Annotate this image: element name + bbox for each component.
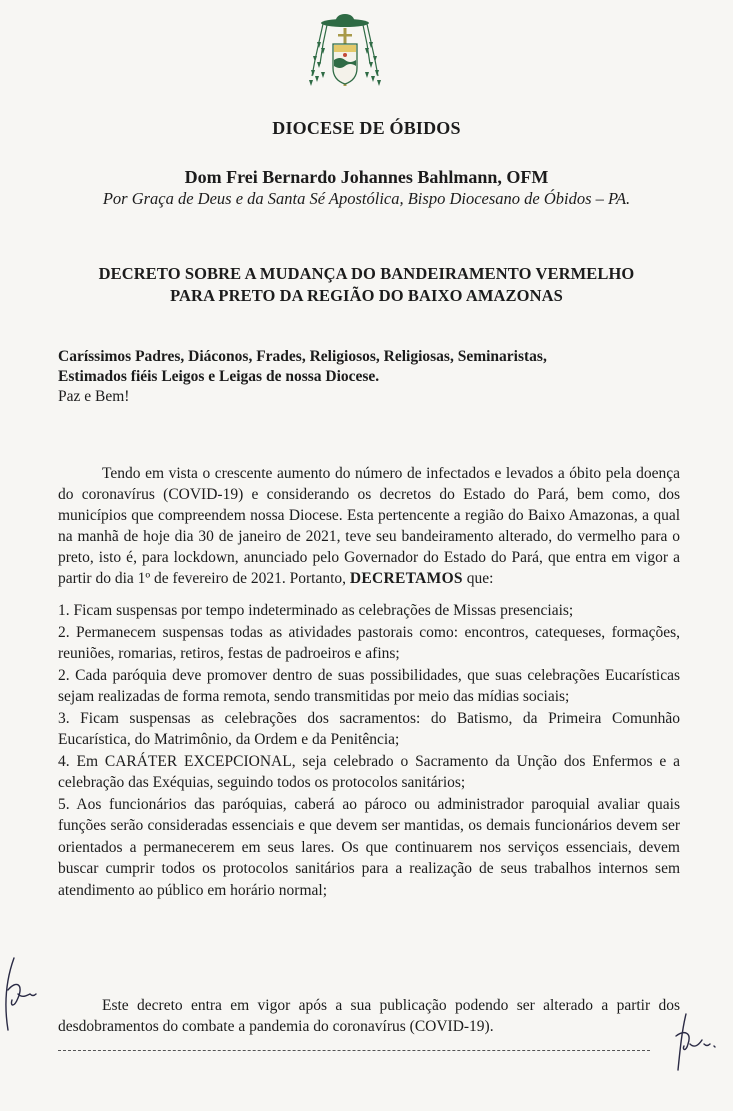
decree-title-line-2: PARA PRETO DA REGIÃO DO BAIXO AMAZONAS [170,286,563,305]
decree-items [58,600,680,901]
intro-tail: que: [462,570,494,587]
closing-paragraph: Este decreto entra em vigor após a sua publicação podendo ser alterado a partir dos desdobramentos do combate a pandemia do coronavírus (COVID-19). [58,997,680,1035]
salutation-line-1: Caríssimos Padres, Diáconos, Frades, Religiosos, Religiosas, Seminaristas, [58,348,547,365]
signature-left-icon [0,950,40,1040]
salutation-line-2: Estimados fiéis Leigos e Leigas de nossa Diocese. [58,368,380,385]
decree-item: 5. Aos funcionários das paróquias, caberá ao pároco ou administrador paroquial avaliar quais funções serão consideradas essenciais e que devem ser mantidas, os demais funcionários devem ser orientados a permanecerem em seus lares. Os que continuarem nos serviços essenciais, devem buscar cumprir todos os protocolos sanitários para a realização de seus trabalhos internos sem atendimento ao público em horário normal; [58,795,680,899]
bishop-title: Por Graça de Deus e da Santa Sé Apostólica, Bispo Diocesano de Óbidos – PA. [102,189,631,208]
decree-item: 3. Ficam suspensas as celebrações dos sacramentos: do Batismo, da Primeira Comunhão Eucarística, do Matrimônio, da Ordem e da Penitência; [58,709,680,748]
bishop-name: Dom Frei Bernardo Johannes Bahlmann, OFM [184,167,549,187]
decree-item: 4. Em CARÁTER EXCEPCIONAL, seja celebrado o Sacramento da Unção dos Enfermos e a celebração das Exéquias, seguindo todos os protocolos sanitários; [58,752,680,791]
decree-title [0,263,733,307]
decree-item: 2. Permanecem suspensas todas as atividades pastorais como: encontros, catequeses, formações, reuniões, romarias, retiros, festas de padroeiros e afins; [58,623,680,662]
diocese-name: DIOCESE DE ÓBIDOS [272,118,461,138]
decree-item: 2. Cada paróquia deve promover dentro de suas possibilidades, que suas celebrações Eucarísticas sejam realizadas de forma remota, sendo transmitidas por meio das mídias sociais; [58,666,680,705]
intro-paragraph [58,463,680,589]
salutation-line-3: Paz e Bem! [58,388,130,405]
episcopal-coat-of-arms-icon [305,12,385,92]
decree-title-line-1: DECRETO SOBRE A MUDANÇA DO BANDEIRAMENTO VERMELHO [98,264,635,283]
signature-right-icon [672,1010,722,1075]
decree-item: 1. Ficam suspensas por tempo indeterminado as celebrações de Missas presenciais; [58,602,574,619]
intro-text: Tendo em vista o crescente aumento do número de infectados e levados a óbito pela doença do coronavírus (COVID-19) e considerando os decretos do Estado do Pará, bem como, dos municípios que compreendem nossa Diocese. Esta pertencente a região do Baixo Amazonas, a qual na manhã de hoje dia 30 de janeiro de 2021, teve seu bandeiramento alterado, do vermelho para o preto, isto é, para lockdown, anunciado pelo Governador do Estado do Pará, que entra em vigor a partir do dia 1º de fevereiro de 2021. Portanto, [58,465,680,587]
decree-keyword: DECRETAMOS [349,570,463,587]
salutation [58,347,688,407]
dashed-divider [58,1050,650,1051]
